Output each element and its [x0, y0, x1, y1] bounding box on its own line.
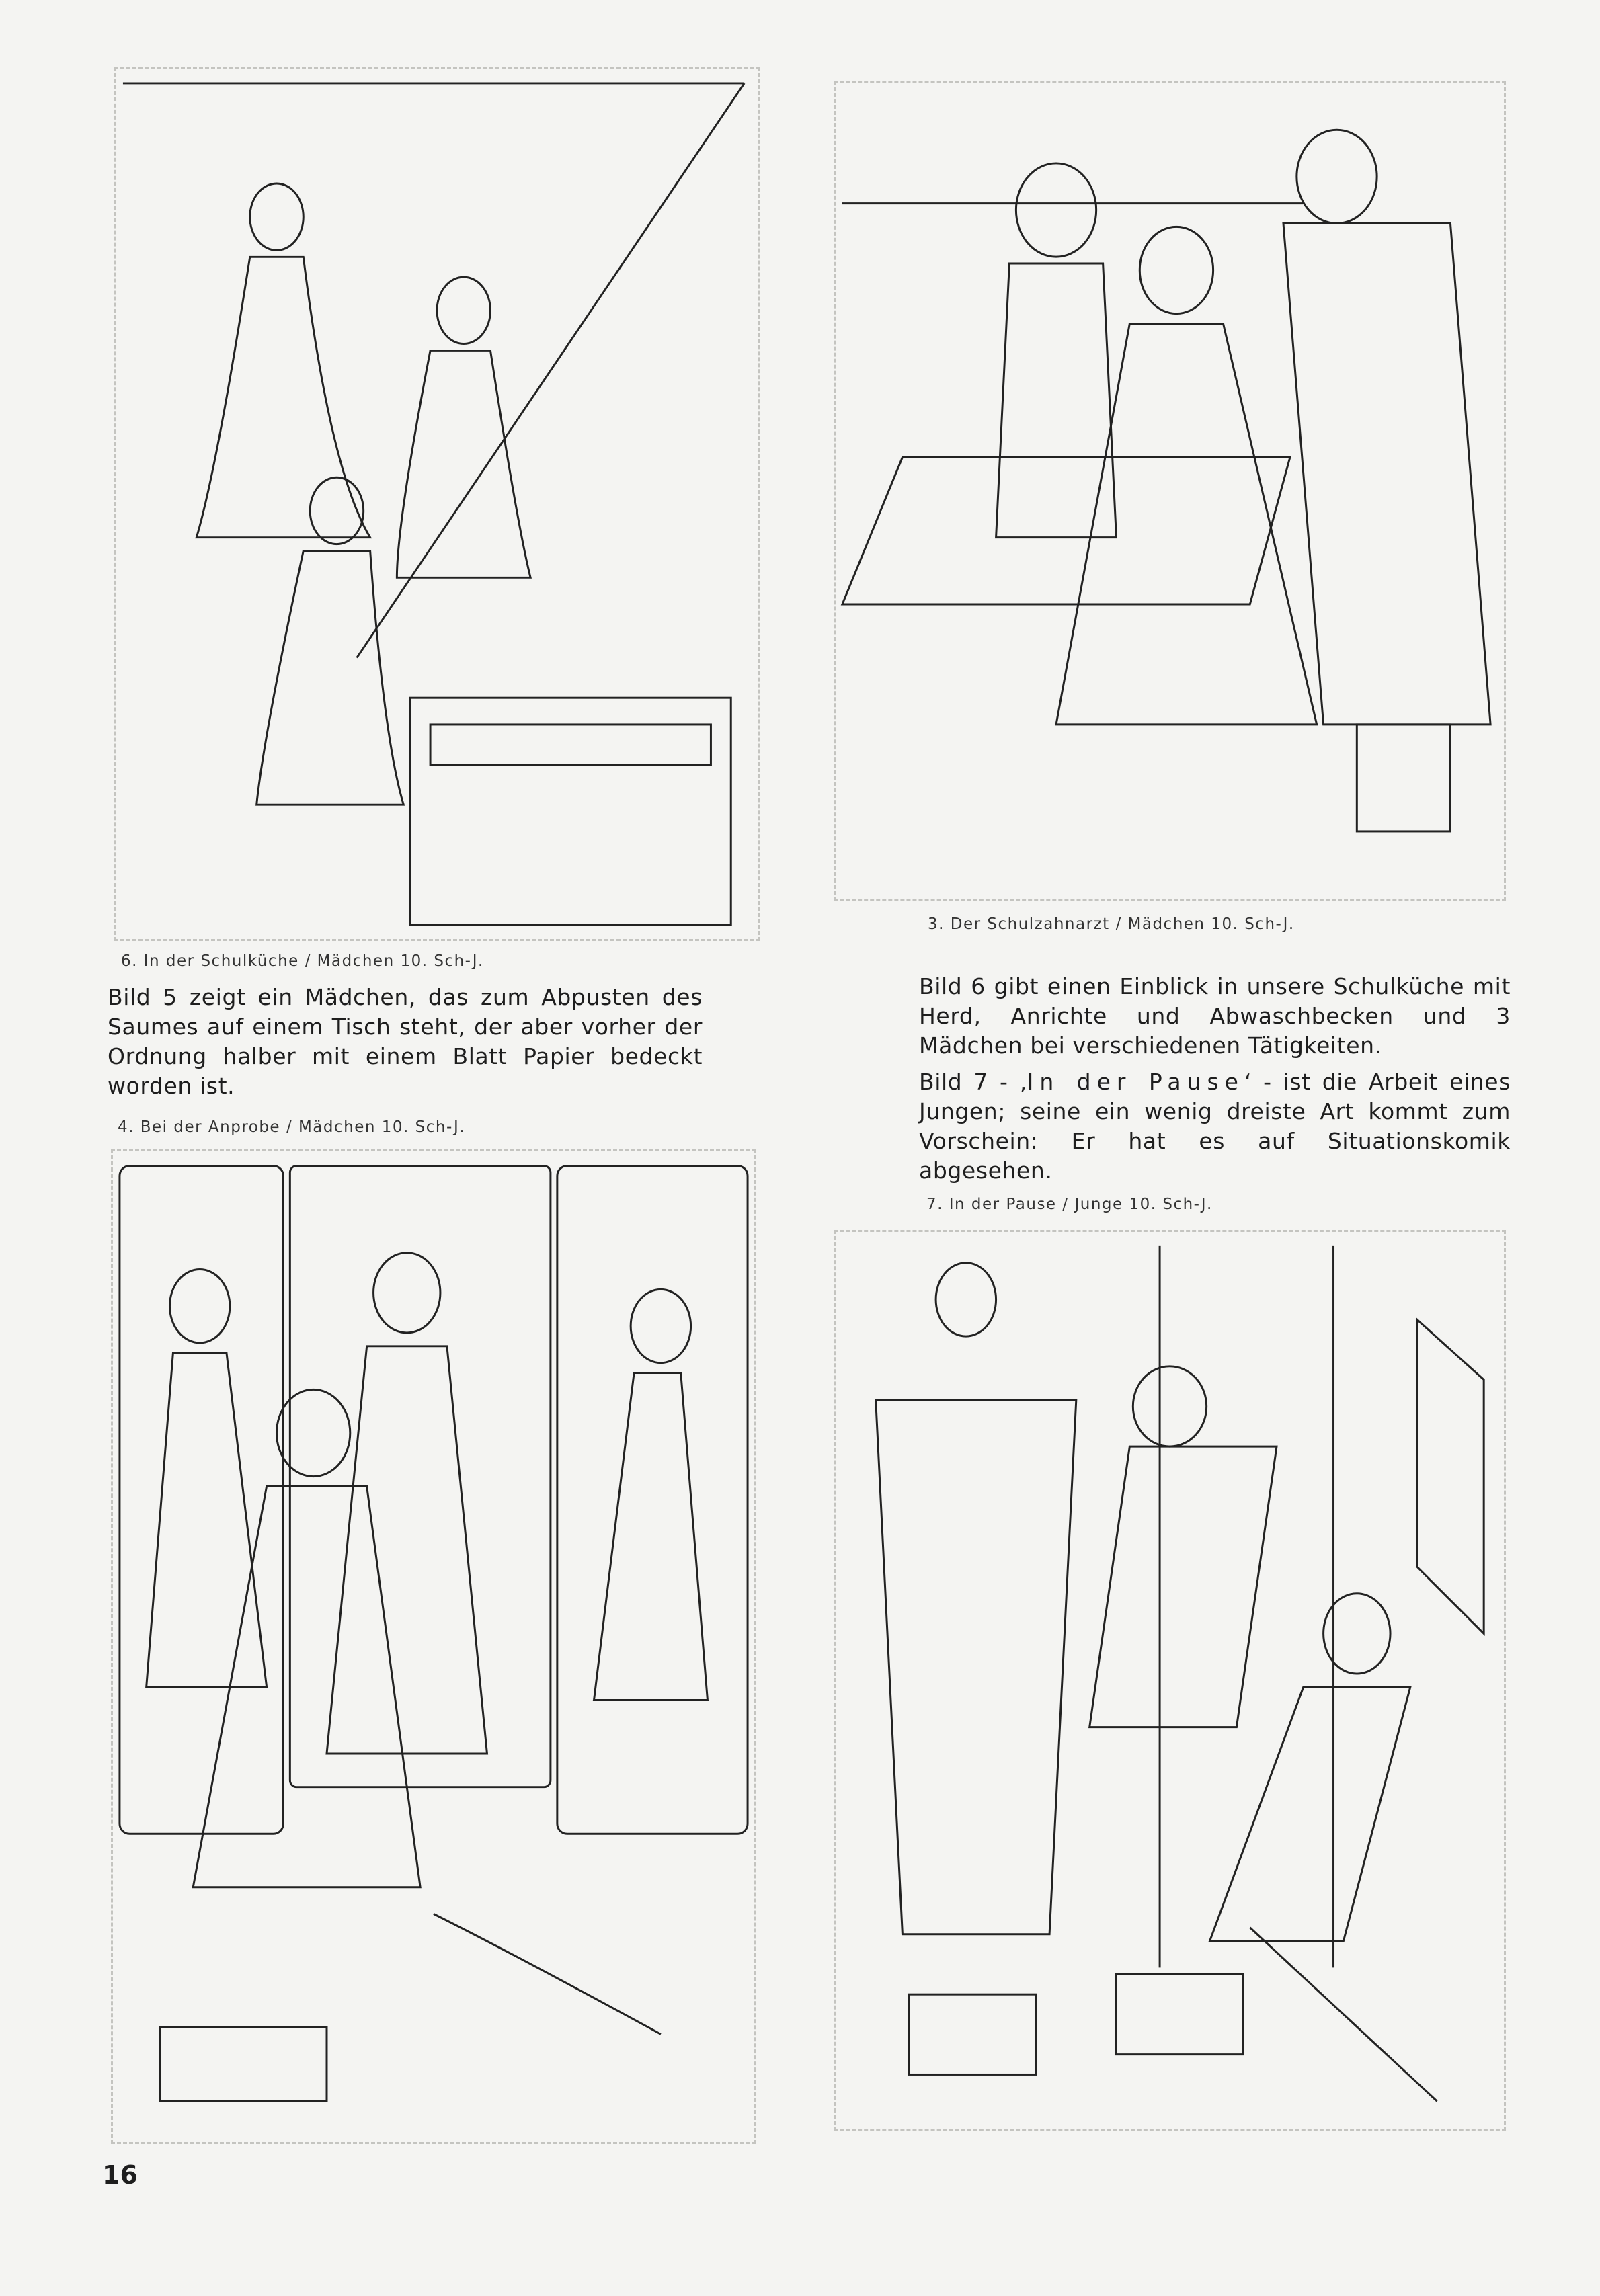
illustration-school-dentist — [834, 81, 1506, 901]
caption-fig3: 3. Der Schulzahnarzt / Mädchen 10. Sch-J. — [928, 915, 1295, 933]
paragraph-bild-7-rest: ‘ - ist die Arbeit eines Jungen; seine ein wenig dreiste Art kommt zum Vorschein: Er hat es auf Situationskomik abgesehen. — [919, 1069, 1511, 1184]
caption-fig6: 6. In der Schulküche / Mädchen 10. Sch-J. — [121, 952, 484, 970]
paragraph-bild-7-title: In der Pause — [1027, 1069, 1244, 1095]
paragraph-bild-7 — [919, 1067, 1511, 1186]
illustration-school-kitchen — [114, 67, 760, 941]
paragraph-bild-7-prefix: Bild 7 - ‚ — [919, 1069, 1027, 1095]
paragraph-bild-6: Bild 6 gibt einen Einblick in unsere Schulküche mit Herd, Anrichte und Abwaschbecken und 3 Mädchen bei verschiedenen Tätigkeiten. — [919, 973, 1511, 1059]
page-number: 16 — [102, 2160, 138, 2190]
illustration-fitting — [111, 1149, 756, 2144]
illustration-break — [834, 1230, 1506, 2131]
caption-fig7: 7. In der Pause / Junge 10. Sch-J. — [926, 1196, 1213, 1213]
caption-fig4: 4. Bei der Anprobe / Mädchen 10. Sch-J. — [118, 1118, 466, 1136]
paragraph-bild-5: Bild 5 zeigt ein Mädchen, das zum Abpusten des Saumes auf einem Tisch steht, der aber vorher der Ordnung halber mit einem Blatt Papier bedeckt worden ist. — [108, 984, 703, 1099]
